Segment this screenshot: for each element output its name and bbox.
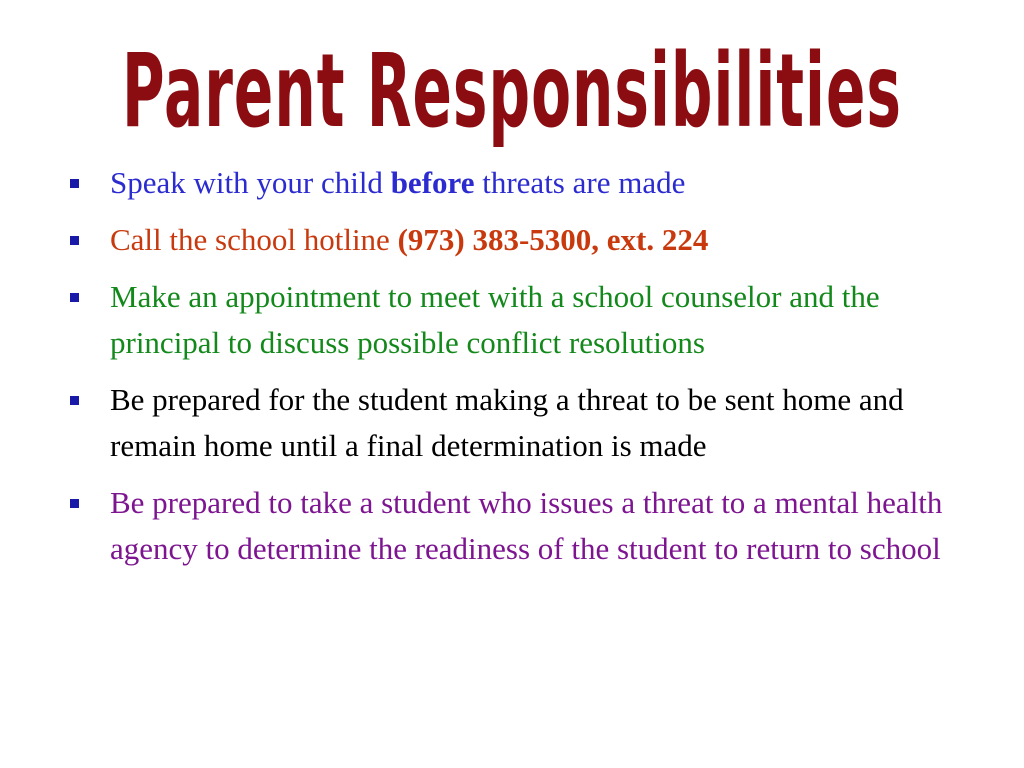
bullet-text: Be prepared for the student making a threat to be sent home and remain home until a final determination is made — [110, 382, 904, 463]
bullet-text: Be prepared to take a student who issues a threat to a mental health agency to determine the readiness of the student to return to school — [110, 485, 943, 566]
list-item — [70, 217, 990, 263]
square-bullet-icon — [70, 179, 79, 188]
title-wordart — [0, 16, 1024, 166]
title-area — [0, 16, 1024, 166]
square-bullet-icon — [70, 396, 79, 405]
hotline-number: (973) 383-5300, ext. 224 — [397, 222, 709, 257]
list-item — [70, 480, 990, 572]
page-title: Parent Responsibilities — [121, 32, 903, 151]
bullet-text-part: Call the school hotline — [110, 222, 398, 257]
list-item — [70, 160, 990, 206]
bullet-text-part: threats are made — [474, 165, 686, 200]
square-bullet-icon — [70, 236, 79, 245]
bullet-text-part: Speak with your child — [110, 165, 391, 200]
bullet-text: Make an appointment to meet with a school counselor and the principal to discuss possible conflict resolutions — [110, 279, 880, 360]
bullet-bold-text: before — [390, 165, 475, 200]
bullet-list — [70, 160, 990, 583]
square-bullet-icon — [70, 499, 79, 508]
square-bullet-icon — [70, 293, 79, 302]
list-item — [70, 377, 990, 469]
list-item — [70, 274, 990, 366]
